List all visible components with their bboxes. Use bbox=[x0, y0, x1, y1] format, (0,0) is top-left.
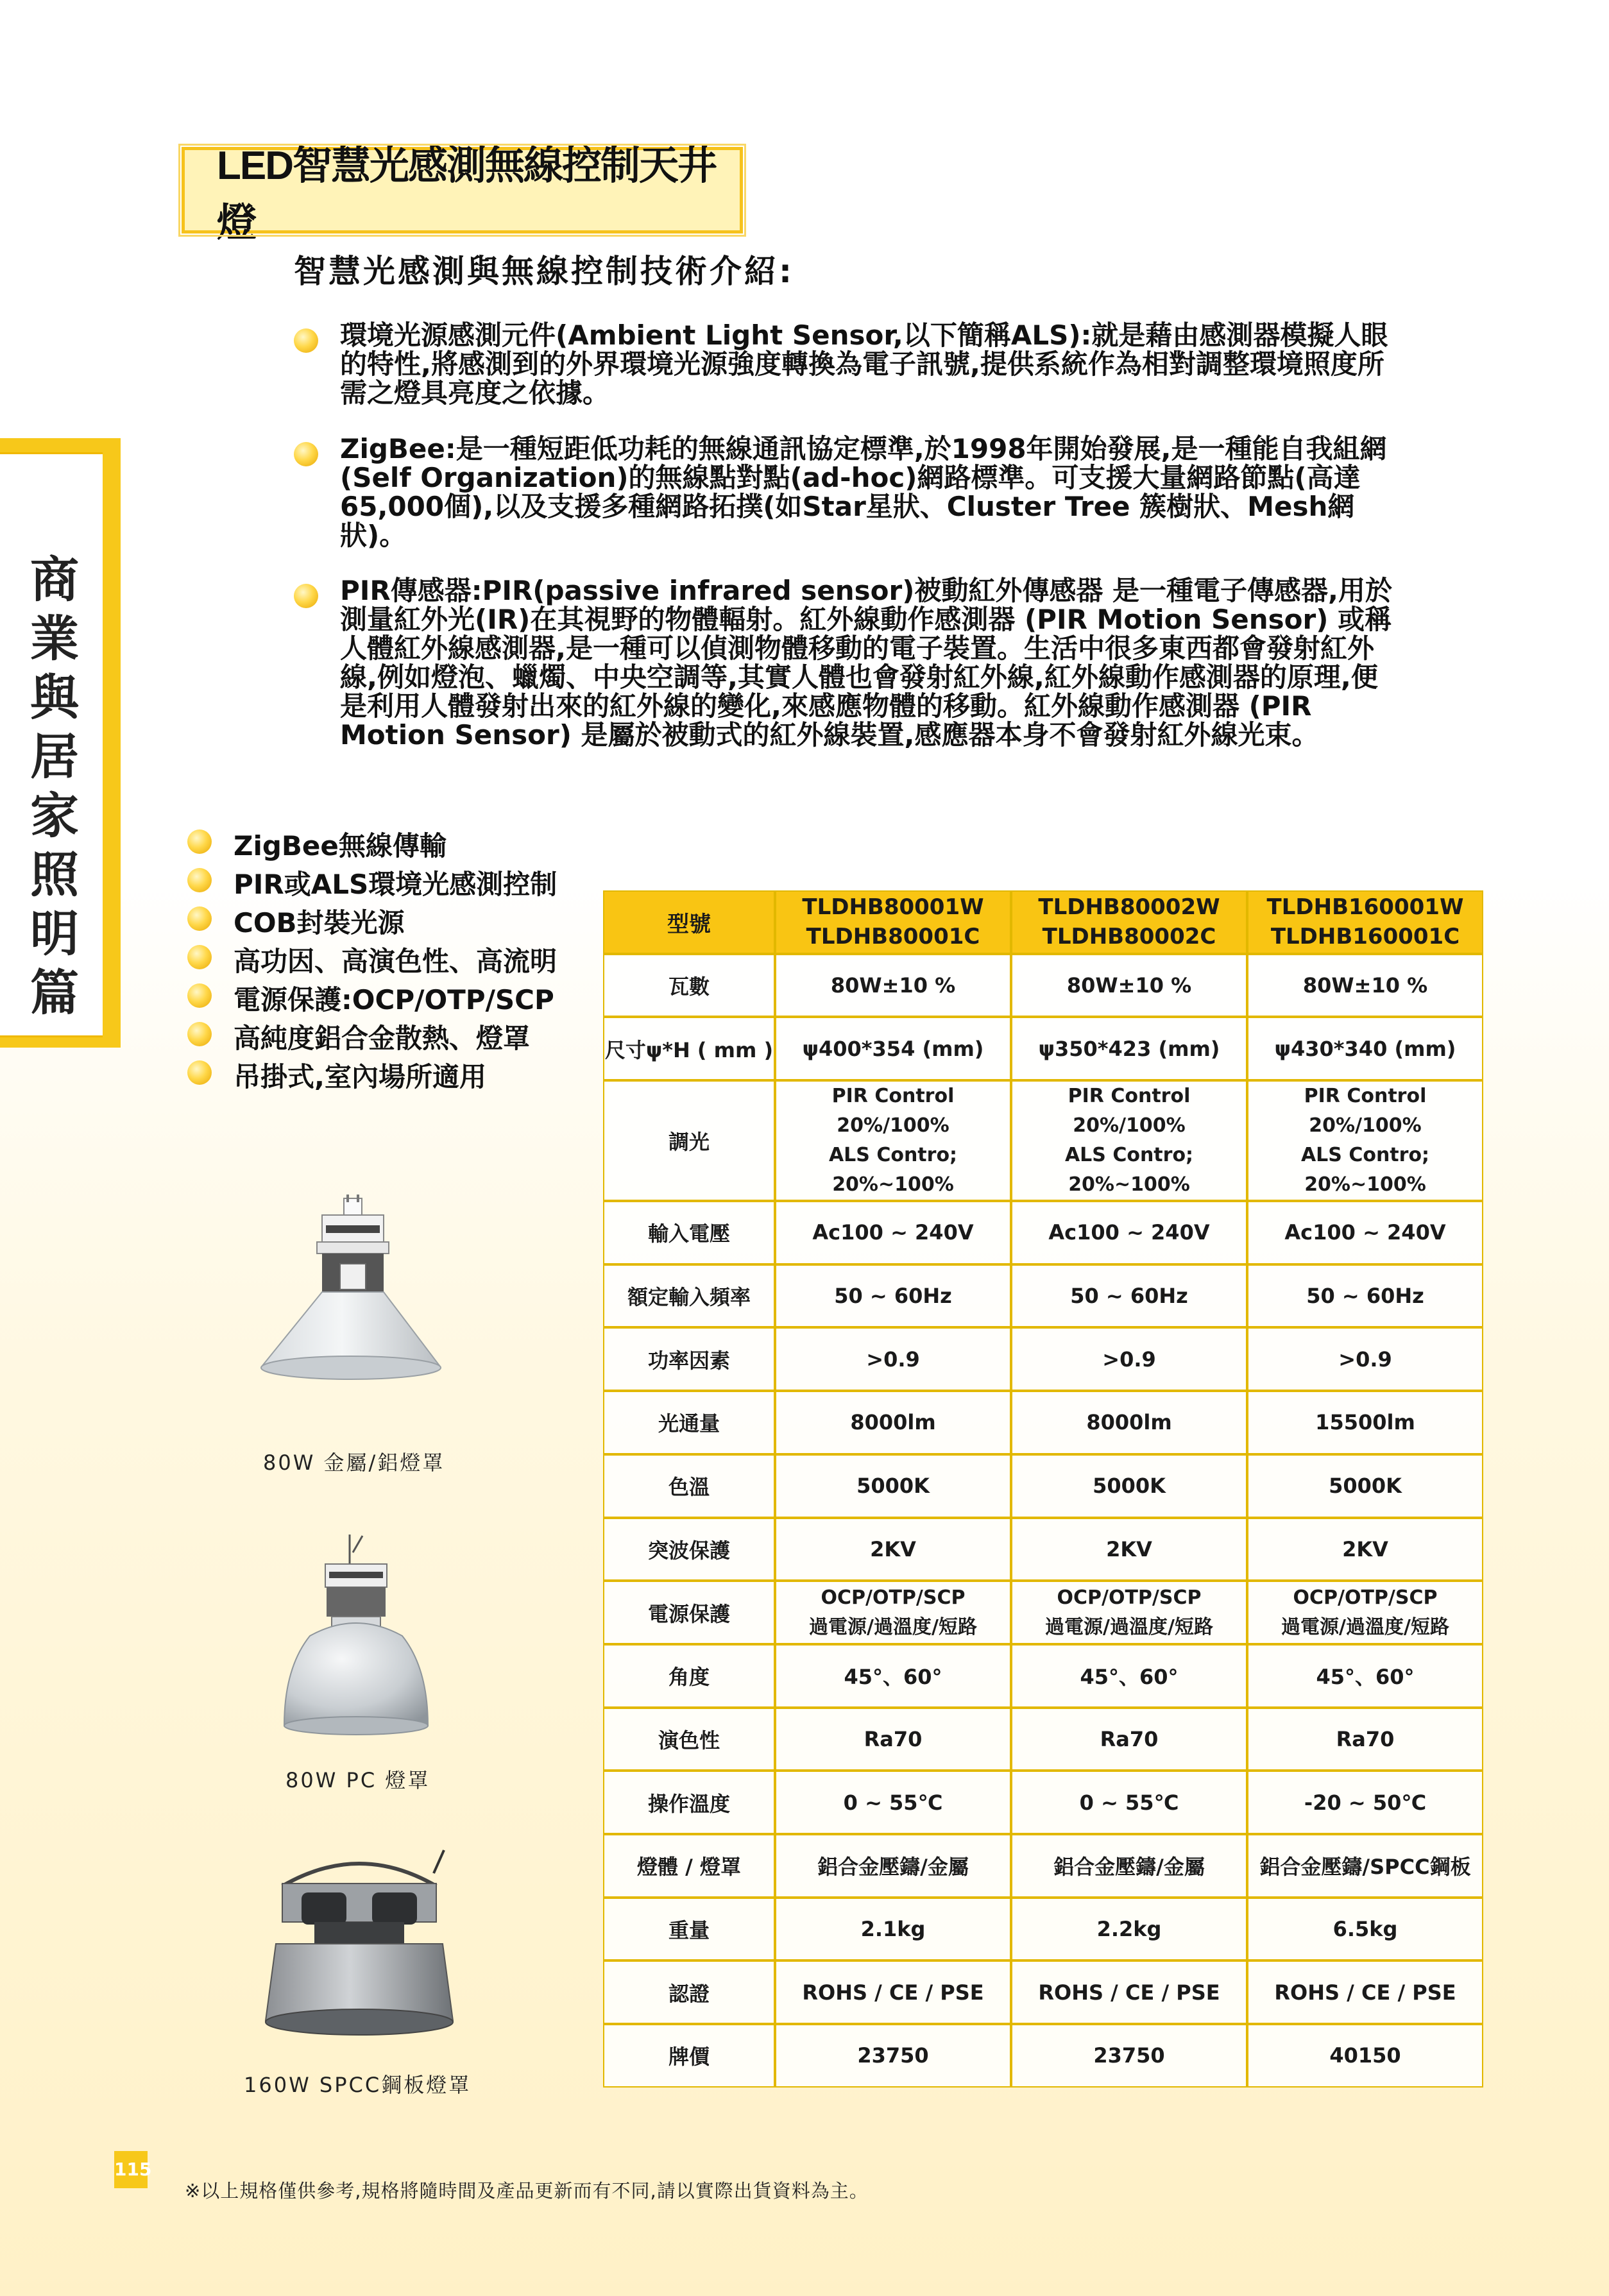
lamp-caption: 80W PC 燈罩 bbox=[285, 1768, 430, 1792]
spec-value-cell: 2KV bbox=[1247, 1518, 1483, 1581]
feature-list bbox=[187, 822, 611, 1092]
spec-value-cell: 40150 bbox=[1247, 2024, 1483, 2088]
spec-row bbox=[603, 1264, 1483, 1328]
spec-value-cell: Ac100 ~ 240V bbox=[775, 1201, 1011, 1264]
spec-row bbox=[603, 1898, 1483, 1961]
spec-value-cell: 6.5kg bbox=[1247, 1898, 1483, 1961]
spec-value-cell: 50 ~ 60Hz bbox=[1011, 1264, 1247, 1328]
spec-value-cell: PIR Control 20%/100% ALS Contro; 20%~100% bbox=[1247, 1080, 1483, 1201]
intro-heading: 智慧光感測與無線控制技術介紹: bbox=[294, 253, 794, 290]
spec-row bbox=[603, 2024, 1483, 2088]
spec-label-cell: 輸入電壓 bbox=[603, 1201, 775, 1264]
spec-row bbox=[603, 954, 1483, 1017]
feature-item: 吊掛式,室內場所適用 bbox=[187, 1053, 611, 1092]
spec-label-cell: 功率因素 bbox=[603, 1327, 775, 1391]
spec-value-cell: 2KV bbox=[775, 1518, 1011, 1581]
spec-row bbox=[603, 1080, 1483, 1201]
page-title: LED智慧光感測無線控制天井燈 bbox=[217, 143, 717, 245]
spec-value-cell: >0.9 bbox=[775, 1327, 1011, 1391]
spec-value-cell: >0.9 bbox=[1247, 1327, 1483, 1391]
spec-row bbox=[603, 1454, 1483, 1518]
spec-value-cell: PIR Control 20%/100% ALS Contro; 20%~100% bbox=[775, 1080, 1011, 1201]
spec-value-cell: PIR Control 20%/100% ALS Contro; 20%~100% bbox=[1011, 1080, 1247, 1201]
spec-value-cell: 5000K bbox=[1011, 1454, 1247, 1518]
spec-value-cell: Ac100 ~ 240V bbox=[1247, 1201, 1483, 1264]
spec-row bbox=[603, 1391, 1483, 1454]
spec-value-cell: 鋁合金壓鑄/金屬 bbox=[1011, 1834, 1247, 1898]
spec-label-cell: 燈體 / 燈罩 bbox=[603, 1834, 775, 1898]
spec-value-cell: 2.1kg bbox=[775, 1898, 1011, 1961]
feature-item: 高功因、高演色性、高流明 bbox=[187, 938, 611, 976]
spec-label-cell: 額定輸入頻率 bbox=[603, 1264, 775, 1328]
spec-value-cell: 5000K bbox=[1247, 1454, 1483, 1518]
model-cell: TLDHB80002W TLDHB80002C bbox=[1011, 890, 1247, 954]
spec-value-cell: 80W±10 % bbox=[1247, 954, 1483, 1017]
intro-bullet-als bbox=[294, 319, 1388, 411]
spec-label-cell: 角度 bbox=[603, 1644, 775, 1708]
section-side-tab-label: 商業與居家照明篇 bbox=[30, 551, 79, 1021]
spec-header-row bbox=[603, 890, 1483, 954]
spec-label-cell: 瓦數 bbox=[603, 954, 775, 1017]
spec-value-cell: ψ350*423 (mm) bbox=[1011, 1017, 1247, 1080]
spec-value-cell: ROHS / CE / PSE bbox=[775, 1960, 1011, 2024]
feature-item: 電源保護:OCP/OTP/SCP bbox=[187, 976, 611, 1015]
intro-bullet-text: PIR傳感器:PIR(passive infrared sensor)被動紅外傳感器 是一種電子傳感器,用於測量紅外光(IR)在其視野的物體輻射。紅外線動作感測器 (PIR Motion Sensor) 或稱人體紅外線感測器,是一種可以偵測物體移動的電子裝置。生活中很多東西都會發射紅外線,例如燈泡、蠟燭、中央空調等,其實人體也會發射紅外線,紅外線動作感測器的原理,便是利用人體發射出來的紅外線的變化,來感應物體的移動。紅外線動作感測器 (PIR Motion Sensor) 是屬於被動式的紅外線裝置,感應器本身不會發射紅外線光束。 bbox=[340, 575, 1393, 751]
spec-row bbox=[603, 1644, 1483, 1708]
lamp-caption: 160W SPCC鋼板燈罩 bbox=[244, 2073, 472, 2097]
spec-value-cell: 8000lm bbox=[775, 1391, 1011, 1454]
bullet-dot-icon bbox=[187, 983, 212, 1008]
spec-label-cell: 光通量 bbox=[603, 1391, 775, 1454]
spec-value-cell: 0 ~ 55℃ bbox=[775, 1771, 1011, 1834]
intro-bullet-text: ZigBee:是一種短距低功耗的無線通訊協定標準,於1998年開始發展,是一種能自我組網(Self Organization)的無線點對點(ad-hoc)網路標準。可支援大量網路節點(高達65,000個),以及支援多種網路拓撲(如Star星狀、Cluster Tree 簇樹狀、Mesh網狀)。 bbox=[340, 433, 1387, 551]
page-number: 115 bbox=[114, 2151, 148, 2188]
spec-label-cell: 型號 bbox=[603, 890, 775, 954]
spec-value-cell: 2.2kg bbox=[1011, 1898, 1247, 1961]
bullet-dot-icon bbox=[187, 1060, 212, 1085]
spec-value-cell: 80W±10 % bbox=[1011, 954, 1247, 1017]
spec-value-cell: 鋁合金壓鑄/金屬 bbox=[775, 1834, 1011, 1898]
intro-bullet-zigbee bbox=[294, 433, 1387, 551]
spec-value-cell: 23750 bbox=[1011, 2024, 1247, 2088]
spec-value-cell: 5000K bbox=[775, 1454, 1011, 1518]
bullet-dot-icon bbox=[294, 328, 318, 353]
spec-value-cell: 50 ~ 60Hz bbox=[775, 1264, 1011, 1328]
spec-table bbox=[603, 890, 1483, 2088]
lamp-80w-pc-image bbox=[260, 1533, 452, 1745]
spec-value-cell: 0 ~ 55℃ bbox=[1011, 1771, 1247, 1834]
model-cell: TLDHB80001W TLDHB80001C bbox=[775, 890, 1011, 954]
spec-label-cell: 認證 bbox=[603, 1960, 775, 2024]
spec-value-cell: OCP/OTP/SCP 過電源/過溫度/短路 bbox=[1011, 1581, 1247, 1644]
footnote: ※以上規格僅供參考,規格將隨時間及產品更新而有不同,請以實際出貨資料為主。 bbox=[185, 2180, 869, 2202]
spec-row bbox=[603, 1708, 1483, 1771]
spec-value-cell: >0.9 bbox=[1011, 1327, 1247, 1391]
spec-value-cell: 15500lm bbox=[1247, 1391, 1483, 1454]
spec-row bbox=[603, 1327, 1483, 1391]
spec-row bbox=[603, 1960, 1483, 2024]
intro-bullet-text: 環境光源感測元件(Ambient Light Sensor,以下簡稱ALS):就是藉由感測器模擬人眼的特性,將感測到的外界環境光源強度轉換為電子訊號,提供系統作為相對調整環境照度所需之燈具亮度之依據。 bbox=[340, 319, 1388, 409]
bullet-dot-icon bbox=[294, 442, 318, 466]
feature-item: 高純度鋁合金散熱、燈罩 bbox=[187, 1015, 611, 1053]
spec-value-cell: 23750 bbox=[775, 2024, 1011, 2088]
spec-value-cell: 80W±10 % bbox=[775, 954, 1011, 1017]
spec-value-cell: OCP/OTP/SCP 過電源/過溫度/短路 bbox=[775, 1581, 1011, 1644]
spec-value-cell: Ac100 ~ 240V bbox=[1011, 1201, 1247, 1264]
lamp-160w-spcc-image bbox=[263, 1848, 455, 2059]
lamp-caption: 80W 金屬/鋁燈罩 bbox=[263, 1450, 445, 1475]
bullet-dot-icon bbox=[187, 829, 212, 854]
spec-value-cell: ψ400*354 (mm) bbox=[775, 1017, 1011, 1080]
spec-row bbox=[603, 1201, 1483, 1264]
section-side-tab bbox=[0, 438, 121, 1048]
spec-label-cell: 重量 bbox=[603, 1898, 775, 1961]
bullet-dot-icon bbox=[187, 1022, 212, 1046]
bullet-dot-icon bbox=[294, 584, 318, 608]
spec-value-cell: ROHS / CE / PSE bbox=[1011, 1960, 1247, 2024]
bullet-dot-icon bbox=[187, 906, 212, 931]
spec-value-cell: ψ430*340 (mm) bbox=[1247, 1017, 1483, 1080]
spec-label-cell: 牌價 bbox=[603, 2024, 775, 2088]
spec-value-cell: OCP/OTP/SCP 過電源/過溫度/短路 bbox=[1247, 1581, 1483, 1644]
spec-value-cell: 50 ~ 60Hz bbox=[1247, 1264, 1483, 1328]
spec-value-cell: Ra70 bbox=[1011, 1708, 1247, 1771]
spec-row bbox=[603, 1518, 1483, 1581]
feature-item: ZigBee無線傳輸 bbox=[187, 822, 611, 861]
spec-label-cell: 電源保護 bbox=[603, 1581, 775, 1644]
lamp-80w-metal-image bbox=[250, 1193, 455, 1411]
spec-label-cell: 尺寸ψ*H ( mm ) bbox=[603, 1017, 775, 1080]
spec-value-cell: Ra70 bbox=[775, 1708, 1011, 1771]
spec-value-cell: ROHS / CE / PSE bbox=[1247, 1960, 1483, 2024]
spec-value-cell: -20 ~ 50℃ bbox=[1247, 1771, 1483, 1834]
spec-row bbox=[603, 1581, 1483, 1644]
bullet-dot-icon bbox=[187, 945, 212, 969]
spec-row bbox=[603, 1017, 1483, 1080]
spec-value-cell: 鋁合金壓鑄/SPCC鋼板 bbox=[1247, 1834, 1483, 1898]
spec-value-cell: 45°、60° bbox=[1011, 1644, 1247, 1708]
spec-value-cell: 8000lm bbox=[1011, 1391, 1247, 1454]
feature-item: COB封裝光源 bbox=[187, 899, 611, 938]
bullet-dot-icon bbox=[187, 868, 212, 892]
spec-label-cell: 色溫 bbox=[603, 1454, 775, 1518]
spec-value-cell: 45°、60° bbox=[775, 1644, 1011, 1708]
spec-row bbox=[603, 1771, 1483, 1834]
intro-bullet-pir bbox=[294, 575, 1393, 807]
spec-label-cell: 演色性 bbox=[603, 1708, 775, 1771]
feature-item: PIR或ALS環境光感測控制 bbox=[187, 861, 611, 899]
spec-label-cell: 突波保護 bbox=[603, 1518, 775, 1581]
spec-value-cell: Ra70 bbox=[1247, 1708, 1483, 1771]
spec-label-cell: 操作溫度 bbox=[603, 1771, 775, 1834]
spec-value-cell: 45°、60° bbox=[1247, 1644, 1483, 1708]
spec-row bbox=[603, 1834, 1483, 1898]
spec-value-cell: 2KV bbox=[1011, 1518, 1247, 1581]
title-banner bbox=[182, 143, 743, 245]
model-cell: TLDHB160001W TLDHB160001C bbox=[1247, 890, 1483, 954]
spec-label-cell: 調光 bbox=[603, 1080, 775, 1201]
